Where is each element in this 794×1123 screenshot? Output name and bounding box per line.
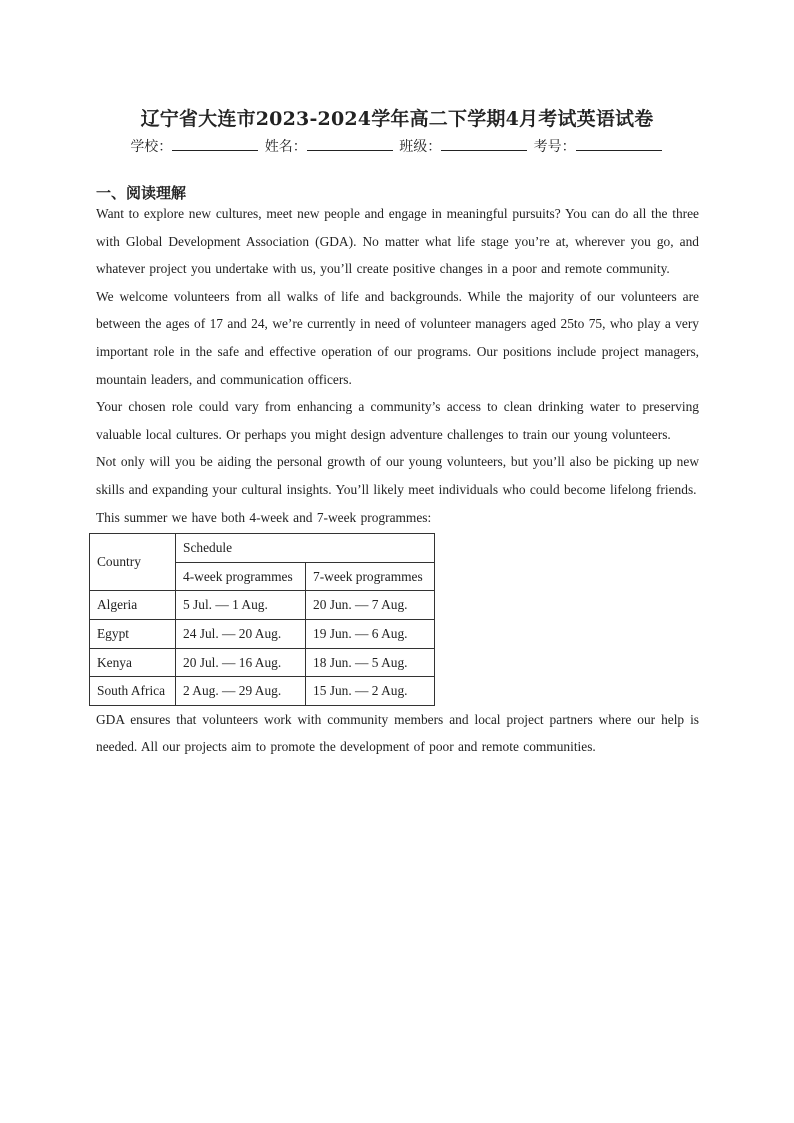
passage-paragraph-2: We welcome volunteers from all walks of life and backgrounds. While the majority of our volunteers are between the ages of 17 and 24, we’re currently in need of volunteer managers aged 25to 75, who play a very important role in the safe and effective operation of our programs. Our positions include project managers, mountain leaders, and communication officers. (96, 288, 699, 387)
cell-7-week: 20 Jun. — 7 Aug. (306, 591, 435, 620)
cell-country: Algeria (90, 591, 176, 620)
table-row (90, 591, 435, 620)
reading-passage (96, 200, 699, 761)
cell-7-week: 19 Jun. — 6 Aug. (306, 619, 435, 648)
school-label: 学校： (130, 139, 173, 155)
student-info-line (0, 136, 794, 156)
passage-paragraph-6: GDA ensures that volunteers work with community members and local project partners where our help is needed. All our projects aim to promote the development of poor and remote communities. (96, 711, 699, 755)
cell-4-week: 5 Jul. — 1 Aug. (176, 591, 306, 620)
header-4-week: 4-week programmes (176, 562, 306, 591)
cell-4-week: 20 Jul. — 16 Aug. (176, 648, 306, 677)
cell-country: Kenya (90, 648, 176, 677)
passage-paragraph-3: Your chosen role could vary from enhancing a community’s access to clean drinking water to preserving valuable local cultures. Or perhaps you might design adventure challenges to train our young volunteers. (96, 399, 699, 442)
schedule-table (89, 533, 435, 706)
name-blank (307, 136, 393, 151)
table-row (90, 677, 435, 706)
exam-number-label: 考号： (533, 139, 576, 155)
passage-paragraph-4: Not only will you be aiding the personal growth of our young volunteers, but you’ll also be picking up new skills and expanding your cultural insights. You’ll likely meet individuals who could become lifelong friends. (96, 454, 699, 497)
table-row (90, 619, 435, 648)
header-country: Country (90, 534, 176, 591)
cell-country: South Africa (90, 677, 176, 706)
passage-paragraph-5: This summer we have both 4-week and 7-week programmes: (96, 509, 432, 525)
cell-4-week: 2 Aug. — 29 Aug. (176, 677, 306, 706)
class-blank (441, 136, 527, 151)
header-schedule: Schedule (176, 534, 435, 563)
exam-title: 辽宁省大连市2023-2024学年高二下学期4月考试英语试卷 (140, 108, 654, 130)
table-header-row (90, 534, 435, 563)
passage-paragraph-1: Want to explore new cultures, meet new people and engage in meaningful pursuits? You can do all the three with Global Development Association (GDA). No matter what life stage you’re at, wherever you go, and whatever project you undertake with us, you’ll create positive changes in a poor and remote community. (96, 206, 699, 277)
cell-4-week: 24 Jul. — 20 Aug. (176, 619, 306, 648)
name-label: 姓名： (264, 139, 307, 155)
cell-7-week: 18 Jun. — 5 Aug. (306, 648, 435, 677)
table-row (90, 648, 435, 677)
header-7-week: 7-week programmes (306, 562, 435, 591)
school-blank (172, 136, 258, 151)
cell-7-week: 15 Jun. — 2 Aug. (306, 677, 435, 706)
cell-country: Egypt (90, 619, 176, 648)
exam-number-blank (576, 136, 662, 151)
class-label: 班级： (399, 139, 442, 155)
section-heading: 一、阅读理解 (96, 184, 187, 202)
